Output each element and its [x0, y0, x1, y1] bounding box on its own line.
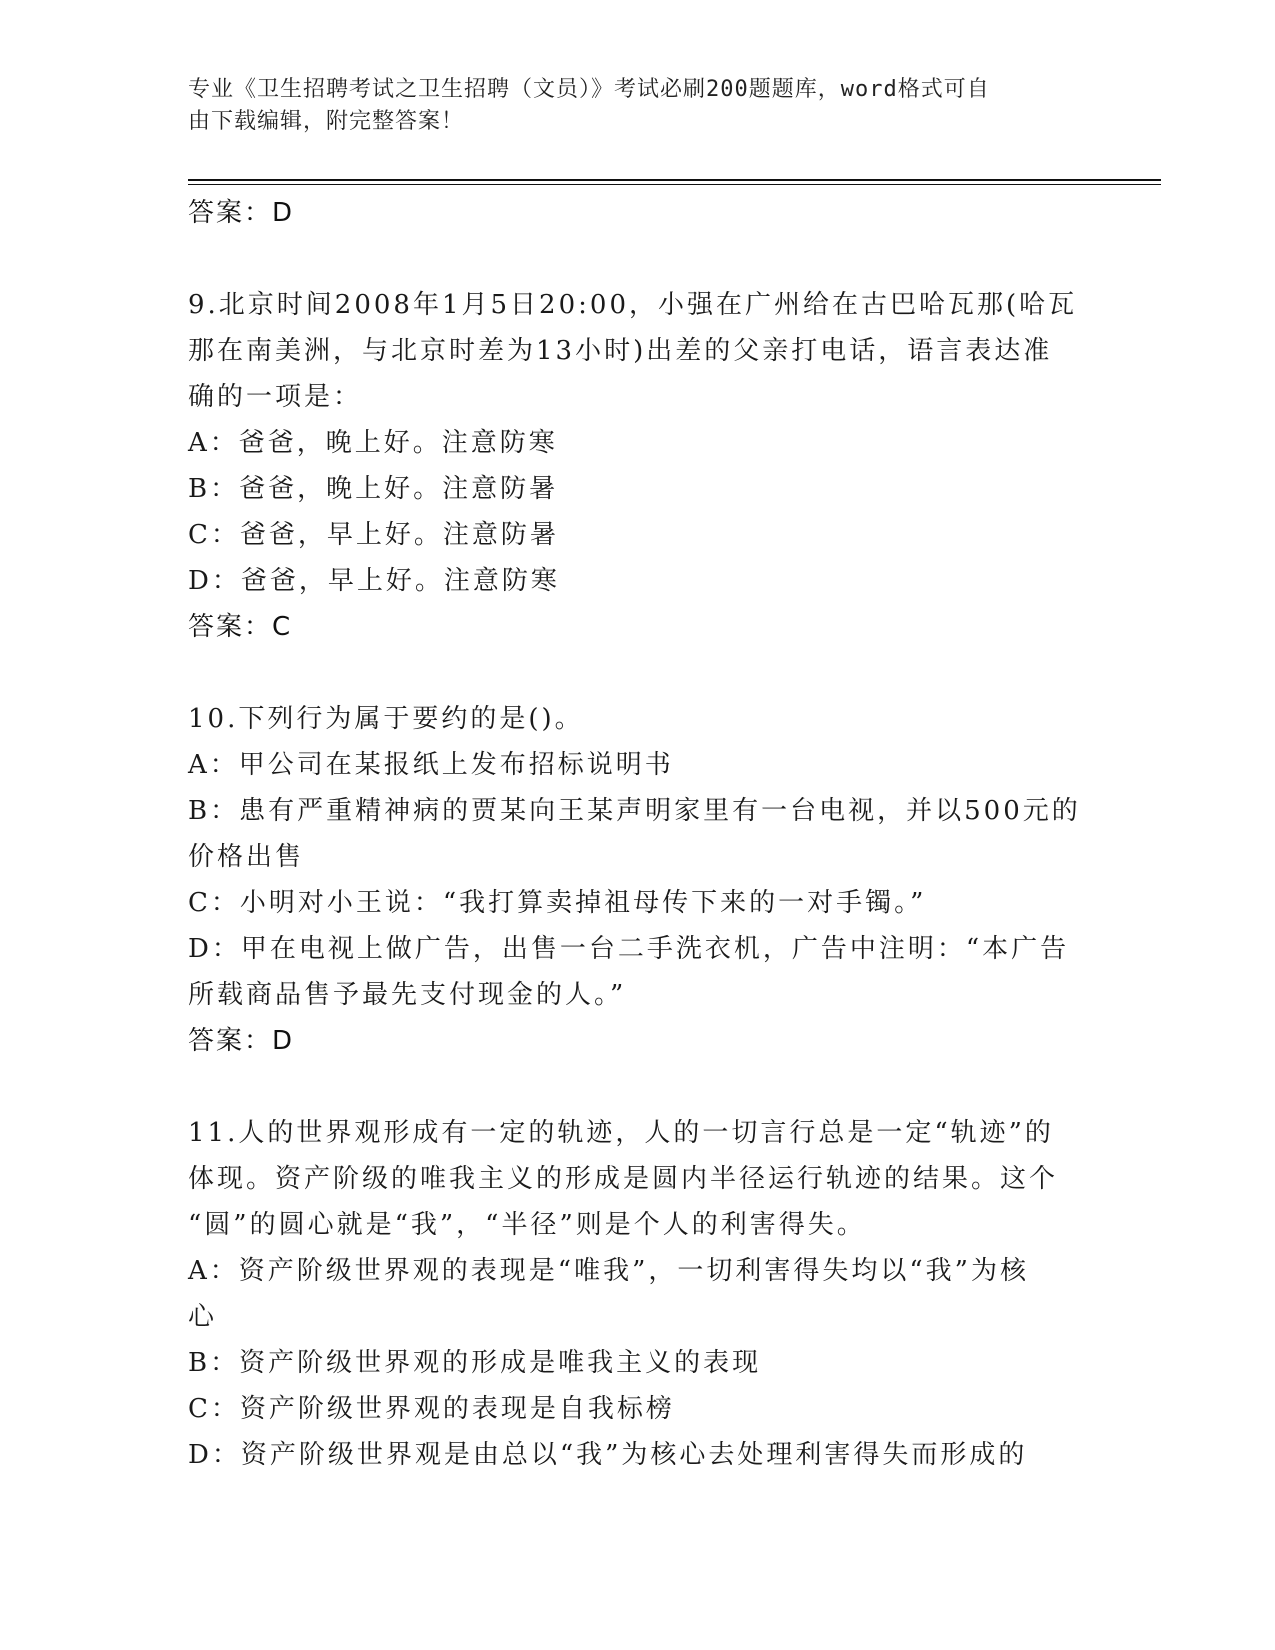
- answer-line: 答案：D: [188, 1026, 295, 1056]
- question-9: [188, 282, 1088, 650]
- option-b: B：患有严重精神病的贾某向王某声明家里有一台电视，并以500元的: [188, 796, 1081, 826]
- option-d-continued: 所载商品售予最先支付现金的人。”: [188, 980, 627, 1010]
- question-stem-line: “圆”的圆心就是“我”，“半径”则是个人的利害得失。: [188, 1210, 866, 1240]
- previous-answer: 答案：D: [188, 198, 295, 228]
- header-divider-thin: [188, 184, 1161, 185]
- question-content: [188, 190, 1088, 1478]
- question-stem-line: 11.人的世界观形成有一定的轨迹，人的一切言行总是一定“轨迹”的: [188, 1118, 1054, 1148]
- question-stem-line: 确的一项是：: [188, 382, 363, 412]
- spacer: [188, 650, 1088, 696]
- question-stem-line: 体现。资产阶级的唯我主义的形成是圆内半径运行轨迹的结果。这个: [188, 1164, 1059, 1194]
- option-b: B：资产阶级世界观的形成是唯我主义的表现: [188, 1348, 762, 1378]
- option-a: A：爸爸，晚上好。注意防寒: [188, 428, 558, 458]
- question-10: [188, 696, 1088, 1064]
- option-d: D：资产阶级世界观是由总以“我”为核心去处理利害得失而形成的: [188, 1440, 1028, 1470]
- page-header: [188, 74, 1078, 138]
- spacer: [188, 1064, 1088, 1110]
- option-a: A：资产阶级世界观的表现是“唯我”，一切利害得失均以“我”为核: [188, 1256, 1029, 1286]
- header-line-2: 由下载编辑，附完整答案！: [188, 109, 465, 134]
- question-stem-line: 那在南美洲，与北京时差为13小时)出差的父亲打电话，语言表达准: [188, 336, 1053, 366]
- option-b: B：爸爸，晚上好。注意防暑: [188, 474, 559, 504]
- option-b-continued: 价格出售: [188, 842, 305, 872]
- answer-line: 答案：C: [188, 612, 293, 642]
- option-c: C：小明对小王说：“我打算卖掉祖母传下来的一对手镯。”: [188, 888, 927, 918]
- option-a: A：甲公司在某报纸上发布招标说明书: [188, 750, 674, 780]
- question-stem-line: 9.北京时间2008年1月5日20:00，小强在广州给在古巴哈瓦那(哈瓦: [188, 290, 1078, 320]
- option-d: D：甲在电视上做广告，出售一台二手洗衣机，广告中注明：“本广告: [188, 934, 1070, 964]
- option-c: C：资产阶级世界观的表现是自我标榜: [188, 1394, 675, 1424]
- spacer: [188, 236, 1088, 282]
- header-divider-thick: [188, 179, 1161, 181]
- header-line-1: 专业《卫生招聘考试之卫生招聘（文员）》考试必刷200题题库，word格式可自: [188, 77, 990, 102]
- option-a-continued: 心: [188, 1302, 218, 1332]
- option-c: C：爸爸，早上好。注意防暑: [188, 520, 559, 550]
- option-d: D：爸爸，早上好。注意防寒: [188, 566, 560, 596]
- question-stem-line: 10.下列行为属于要约的是()。: [188, 704, 584, 734]
- question-11: [188, 1110, 1088, 1478]
